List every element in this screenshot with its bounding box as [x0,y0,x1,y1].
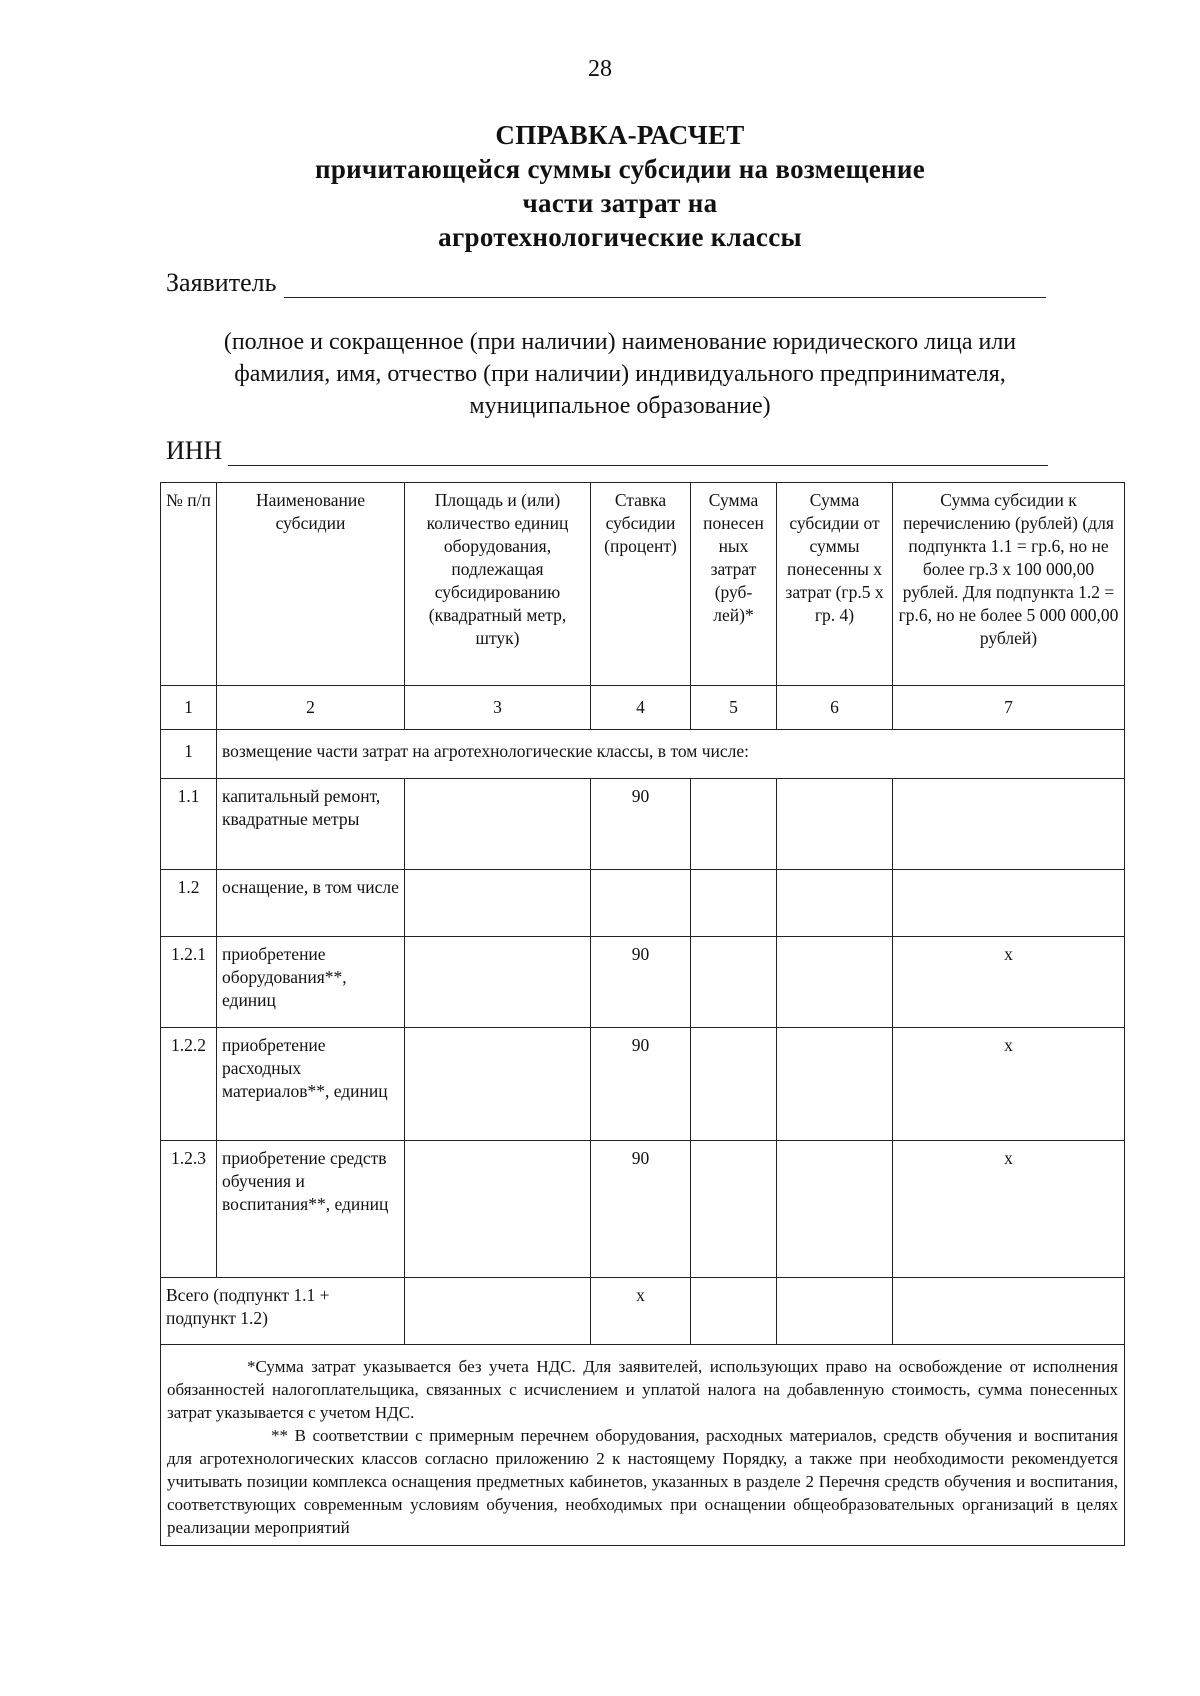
row-spent[interactable] [691,937,777,1028]
row-spent[interactable] [691,1028,777,1141]
header-area: Площадь и (или) количество единиц оборудования, подлежащая субсидированию (квадратный метр, штук) [405,483,591,686]
row-rate: 90 [591,1141,691,1278]
column-number: 2 [217,686,405,730]
section-text: возмещение части затрат на агротехнологические классы, в том числе: [217,730,1125,779]
footnote-equipment-list: ** В соответствии с примерным перечнем оборудования, расходных материалов, средств обучения и воспитания для агротехнологических классов согласно приложению 2 к настоящему Порядку, а также при необходимости рекомендуется учитывать позиции комплекса оснащения предметных кабинетов, указанных в разделе 2 Перечня средств обучения и воспитания, соответствующих современным условиям обучения, необходимых при оснащении общеобразовательных организаций в целях реализации мероприятий [167,1426,1118,1537]
header-num: № п/п [161,483,217,686]
title-line-2: причитающейся суммы субсидии на возмещение [314,154,926,184]
row-num: 1.2.2 [161,1028,217,1141]
table-row [161,870,1125,937]
total-rate: х [591,1278,691,1345]
row-num: 1.2.1 [161,937,217,1028]
row-name: приобретение оборудования**, единиц [217,937,405,1028]
table-row [161,1028,1125,1141]
title-line-1: СПРАВКА-РАСЧЕТ [495,120,745,150]
section-row [161,730,1125,779]
column-number: 3 [405,686,591,730]
column-number-row [161,686,1125,730]
row-spent[interactable] [691,1141,777,1278]
header-transfer: Сумма субсидии к перечислению (рублей) (для подпункта 1.1 = гр.6, но не более гр.3 х 100 000,00 рублей. Для подпункта 1.2 = гр.6, но не более 5 000 000,00 рублей) [893,483,1125,686]
row-transfer: х [893,1028,1125,1141]
table-row [161,1141,1125,1278]
applicant-blank-line[interactable] [284,271,1046,298]
applicant-label: Заявитель [166,268,277,297]
total-subsidy[interactable] [777,1278,893,1345]
total-spent[interactable] [691,1278,777,1345]
row-name: приобретение средств обучения и воспитания**, единиц [217,1141,405,1278]
row-rate: 90 [591,1028,691,1141]
row-transfer: х [893,1141,1125,1278]
row-subsidy[interactable] [777,1141,893,1278]
row-name: оснащение, в том числе [217,870,405,937]
row-subsidy[interactable] [777,870,893,937]
applicant-field [166,268,1046,298]
row-num: 1.1 [161,779,217,870]
row-rate: 90 [591,937,691,1028]
row-num: 1.2 [161,870,217,937]
row-area[interactable] [405,870,591,937]
column-number: 7 [893,686,1125,730]
page-number: 28 [588,56,612,82]
inn-label: ИНН [166,436,223,465]
title-line-4: агротехнологические классы [438,222,802,252]
title-line-3: части затрат на [522,188,718,218]
header-row [161,483,1125,686]
footnote-vat: *Сумма затрат указывается без учета НДС. Для заявителей, использующих право на освобождение от исполнения обязанностей налогоплательщика, связанных с исчислением и уплатой налога на добавленную стоимость, сумма понесенных затрат указывается с учетом НДС. [167,1357,1118,1422]
inn-field [166,436,1048,466]
row-num: 1.2.3 [161,1141,217,1278]
header-rate: Ставка субсидии (процент) [591,483,691,686]
row-rate: 90 [591,779,691,870]
row-transfer[interactable] [893,870,1125,937]
row-area[interactable] [405,937,591,1028]
total-area[interactable] [405,1278,591,1345]
header-name: Наименование субсидии [217,483,405,686]
row-transfer: х [893,937,1125,1028]
subsidy-calculation-table [160,482,1125,1546]
section-num: 1 [161,730,217,779]
table-row [161,779,1125,870]
applicant-note: (полное и сокращенное (при наличии) наименование юридического лица или фамилия, имя, отчество (при наличии) индивидуального предпринимателя, муниципальное образование) [223,329,1017,419]
row-name: капитальный ремонт, квадратные метры [217,779,405,870]
row-transfer[interactable] [893,779,1125,870]
total-transfer[interactable] [893,1278,1125,1345]
row-area[interactable] [405,1028,591,1141]
row-subsidy[interactable] [777,1028,893,1141]
footnotes [161,1345,1125,1546]
row-area[interactable] [405,779,591,870]
column-number: 4 [591,686,691,730]
row-subsidy[interactable] [777,779,893,870]
row-name: приобретение расходных материалов**, единиц [217,1028,405,1141]
header-subsidy: Сумма субсидии от суммы понесенны х затрат (гр.5 х гр. 4) [777,483,893,686]
row-subsidy[interactable] [777,937,893,1028]
column-number: 6 [777,686,893,730]
row-rate [591,870,691,937]
total-label: Всего (подпункт 1.1 + подпункт 1.2) [161,1278,405,1345]
inn-blank-line[interactable] [228,439,1048,466]
table-row [161,937,1125,1028]
column-number: 1 [161,686,217,730]
header-spent: Сумма понесен ных затрат (руб-лей)* [691,483,777,686]
column-number: 5 [691,686,777,730]
row-spent[interactable] [691,779,777,870]
row-spent[interactable] [691,870,777,937]
document-title [0,118,1200,254]
total-row [161,1278,1125,1345]
row-area[interactable] [405,1141,591,1278]
footnotes-row [161,1345,1125,1546]
